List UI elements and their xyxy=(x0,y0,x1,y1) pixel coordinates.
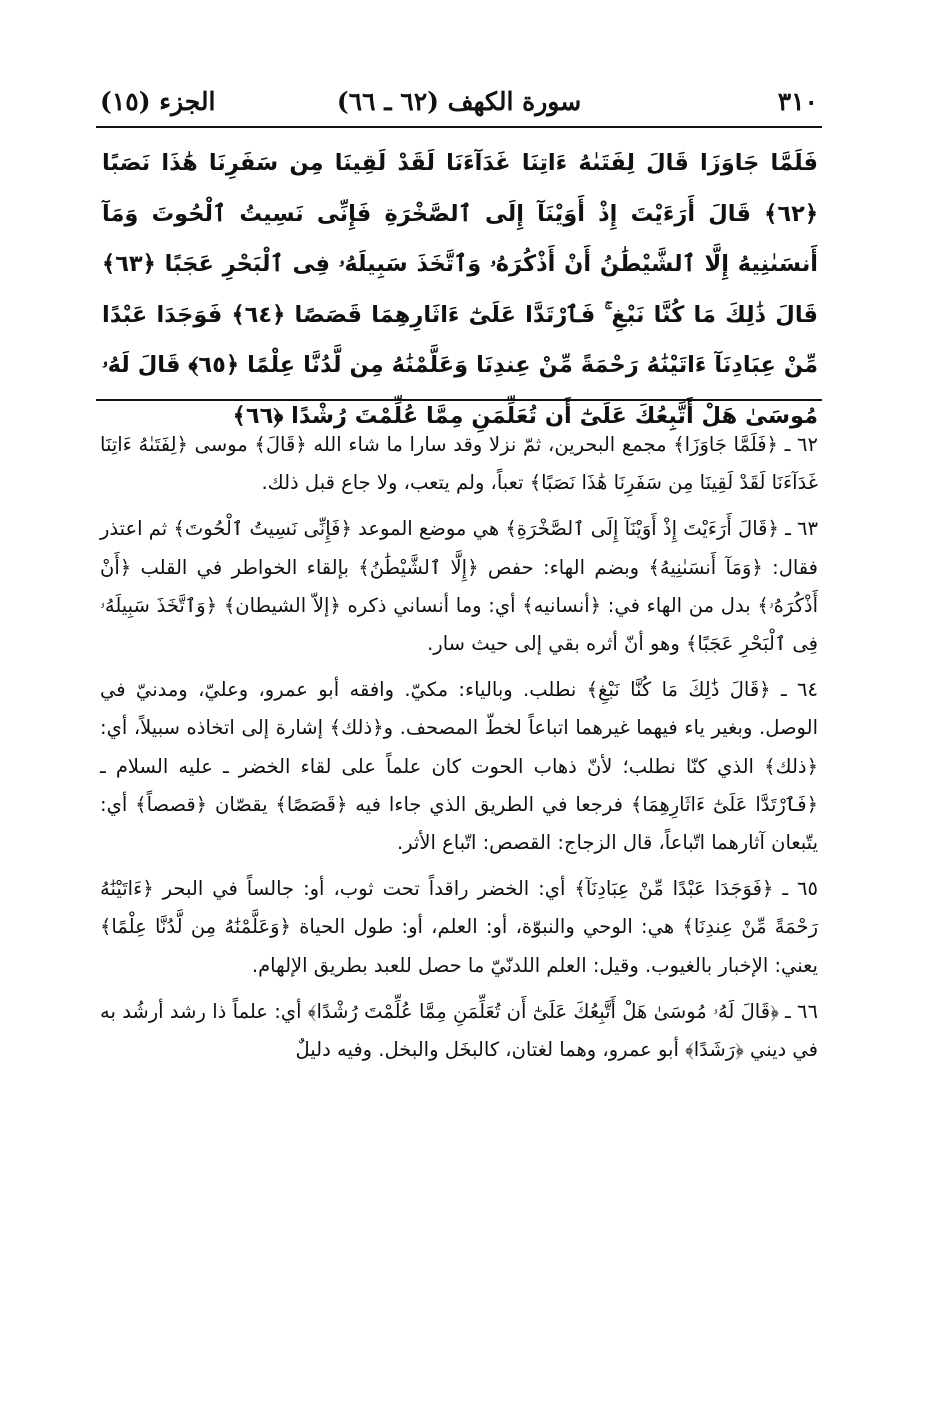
sura-title: سورة الكهف (٦٢ ـ ٦٦) xyxy=(336,87,582,116)
commentary-paragraph: ٦٤ ـ ﴿قَالَ ذَٰلِكَ مَا كُنَّا نَبْغِ﴾ نطلب. وبالياء: مكيّ. وافقه أبو عمرو، وعليّ، ومدنيّ في الوصل. وبغير ياء فيهما غيرهما اتباعاً لخطّ المصحف. و﴿ذلك﴾ إشارة إلى اتخاذه سبيلاً، أي: ﴿ذلك﴾ الذي كنّا نطلب؛ لأنّ ذهاب الحوت كان علماً على لقاء الخضر ـ عليه السلام ـ ﴿فَٱرْتَدَّا عَلَىٰٓ ءَاثَارِهِمَا﴾ فرجعا في الطريق الذي جاءا فيه ﴿قَصَصًا﴾ يقصّان ﴿قصصاً﴾ أي: يتّبعان آثارهما اتّباعاً، قال الزجاج: القصص: اتّباع الأثر. xyxy=(100,678,818,855)
page-number: ٣١٠ xyxy=(777,87,818,116)
quran-verses: فَلَمَّا جَاوَزَا قَالَ لِفَتَىٰهُ ءَاتِنَا غَدَآءَنَا لَقَدْ لَقِينَا مِن سَفَرِنَا هَٰذَا نَصَبًا ﴿٦٢﴾ قَالَ أَرَءَيْتَ إِذْ أَوَيْنَآ إِلَى ٱلصَّخْرَةِ فَإِنِّى نَسِيتُ ٱلْحُوتَ وَمَآ أَنسَىٰنِيهُ إِلَّا ٱلشَّيْطَٰنُ أَنْ أَذْكُرَهُۥ وَٱتَّخَذَ سَبِيلَهُۥ فِى ٱلْبَحْرِ عَجَبًا ﴿٦٣﴾ قَالَ ذَٰلِكَ مَا كُنَّا نَبْغِ ۚ فَٱرْتَدَّا عَلَىٰٓ ءَاثَارِهِمَا قَصَصًا ﴿٦٤﴾ فَوَجَدَا عَبْدًا مِّنْ عِبَادِنَآ ءَاتَيْنَٰهُ رَحْمَةً مِّنْ عِندِنَا وَعَلَّمْنَٰهُ مِن لَّدُنَّا عِلْمًا ﴿٦٥﴾ قَالَ لَهُۥ مُوسَىٰ هَلْ أَتَّبِعُكَ عَلَىٰٓ أَن تُعَلِّمَنِ مِمَّا عُلِّمْتَ رُشْدًا ﴿٦٦﴾ xyxy=(102,150,818,429)
commentary-paragraph: ٦٦ ـ ﴿قَالَ لَهُۥ مُوسَىٰ هَلْ أَتَّبِعُكَ عَلَىٰٓ أَن تُعَلِّمَنِ مِمَّا عُلِّمْتَ رُشْدًا﴾ أي: علماً ذا رشد أرشُد به في ديني ﴿رَشَدًا﴾ أبو عمرو، وهما لغتان، كالبخَل والبخل. وفيه دليلٌ xyxy=(100,999,818,1062)
verses-divider xyxy=(96,399,822,401)
commentary-paragraph: ٦٣ ـ ﴿قَالَ أَرَءَيْتَ إِذْ أَوَيْنَآ إِلَى ٱلصَّخْرَةِ﴾ هي موضع الموعد ﴿فَإِنِّى نَسِيتُ ٱلْحُوتَ﴾ ثم اعتذر فقال: ﴿وَمَآ أَنسَىٰنِيهُ﴾ وبضم الهاء: حفص ﴿إِلَّا ٱلشَّيْطَٰنُ﴾ بإلقاء الخواطر في القلب ﴿أَنْ أَذْكُرَهُۥ﴾ بدل من الهاء في: ﴿أنسانيه﴾ أي: وما أنساني ذكره ﴿إلاّ الشيطان﴾ ﴿وَٱتَّخَذَ سَبِيلَهُۥ فِى ٱلْبَحْرِ عَجَبًا﴾ وهو أنّ أثره بقي إلى حيث سار. xyxy=(100,517,818,656)
page-header xyxy=(96,84,822,124)
commentary-paragraph: ٦٥ ـ ﴿فَوَجَدَا عَبْدًا مِّنْ عِبَادِنَآ﴾ أي: الخضر راقداً تحت ثوب، أو: جالساً في البحر ﴿ءَاتَيْنَٰهُ رَحْمَةً مِّنْ عِندِنَا﴾ هي: الوحي والنبوّة، أو: العلم، أو: طول الحياة ﴿وَعَلَّمْنَٰهُ مِن لَّدُنَّا عِلْمًا﴾ يعني: الإخبار بالغيوب. وقيل: العلم اللدنّيّ ما حصل للعبد بطريق الإلهام. xyxy=(100,877,818,977)
juz-label: الجزء (١٥) xyxy=(100,87,216,116)
commentary-paragraph: ٦٢ ـ ﴿فَلَمَّا جَاوَزَا﴾ مجمع البحرين، ثمّ نزلا وقد سارا ما شاء الله ﴿قَالَ﴾ موسى ﴿لِفَتَىٰهُ ءَاتِنَا غَدَآءَنَا لَقَدْ لَقِينَا مِن سَفَرِنَا هَٰذَا نَصَبًا﴾ تعباً، ولم يتعب، ولا جاع قبل ذلك. xyxy=(100,433,818,495)
header-rule xyxy=(96,126,822,128)
commentary xyxy=(100,426,818,1396)
